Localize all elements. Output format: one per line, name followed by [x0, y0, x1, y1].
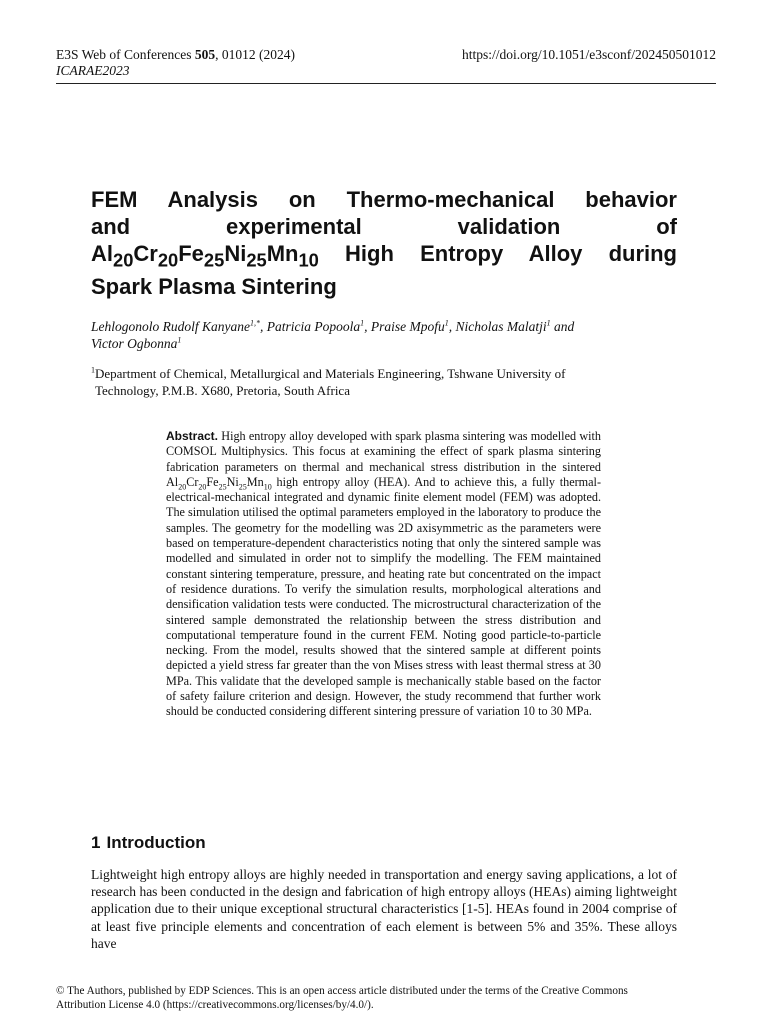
formula-subscript: 25: [218, 482, 227, 492]
author-name: Patricia Popoola: [266, 319, 361, 334]
author-name: Lehlogonolo Rudolf Kanyane: [91, 319, 250, 334]
formula-subscript: 20: [178, 482, 187, 492]
abstract-alloy-formula: [166, 474, 272, 492]
conference-name: ICARAE2023: [56, 63, 130, 78]
abstract-text-part-2: high entropy alloy (HEA). And to achieve this, a fully thermal-electrical-mechanical integrated and dynamic finite element model (FEM) was adopted. The simulation utilised the optimal parameters employed in the laboratory to produce the samples. The geometry for the modelling was 2D axisymmetric as the parameters were based on temperature-dependent characteristics noting that only the sintered sample was modelled and simulated in order not to simplify the modelling. The FEM maintained constant sintering temperature, pressure, and heating rate but concentrated on the impact of residence durations. To verify the simulation results, morphological alterations and densification validation tests were conducted. The microstructural characterization of the sintered sample demonstrated the relationship between the stress distribution and computational temperature found in the current FEM. Noting good particle-to-particle necking. From the model, results showed that the sintered sample at different points depicted a yield stress far greater than the von Mises stress with least thermal stress at 30 MPa. This validate that the developed sample is mechanically stable based on the factor of safety failure criterion and design. However, the study recommend that further work should be conducted considering different sintering pressure of variation 10 to 30 MPa.: [166, 474, 602, 719]
formula-subscript: 20: [198, 482, 207, 492]
author-name: Praise Mpofu: [370, 319, 445, 334]
affiliation: [91, 366, 671, 399]
formula-subscript: 20: [113, 249, 134, 271]
license-line-2: Attribution License 4.0 (https://creativecommons.org/licenses/by/4.0/).: [56, 998, 374, 1011]
abstract: [166, 429, 601, 720]
formula-element: Al: [91, 241, 113, 266]
abstract-text-part-1: High entropy alloy developed with spark plasma sintering was modelled with COMSOL Multiphysics. This focus at examining the effect of spark plasma sintering fabrication parameters on thermal and mechanical stress distribution in the sintered: [166, 429, 601, 474]
author-affil-marker: 1: [360, 318, 365, 328]
affiliation-marker: 1: [91, 365, 95, 375]
affiliation-line-1: Department of Chemical, Metallurgical and Materials Engineering, Tshwane University of: [95, 366, 566, 381]
formula-subscript: 25: [238, 482, 247, 492]
formula-element: Cr: [133, 241, 158, 266]
section-title: Introduction: [106, 833, 206, 852]
title-line-1: FEM Analysis on Thermo-mechanical behavior: [91, 187, 677, 212]
paper-title: [91, 186, 677, 300]
formula-element: Ni: [224, 241, 247, 266]
formula-subscript: 25: [203, 249, 225, 271]
license-line-1: © The Authors, published by EDP Sciences. This is an open access article distributed under the terms of the Creative Commons: [56, 985, 628, 997]
formula-subscript: 10: [263, 482, 272, 492]
title-line-2: and experimental validation of: [91, 214, 677, 239]
author-list: Lehlogonolo Rudolf Kanyane$^{1,*}$, Patricia Popoola$^1$, Praise Mpofu$^1$, Nicholas Malatji$^1$ and Victor Ogbonna$^1$: [91, 318, 575, 351]
title-line-4: Spark Plasma Sintering: [91, 274, 337, 300]
formula-element: Fe: [178, 241, 204, 266]
formula-element: Mn: [246, 474, 264, 489]
abstract-label: Abstract.: [166, 429, 219, 443]
formula-element: Al: [166, 474, 179, 489]
section-heading: [91, 832, 206, 854]
formula-subscript: 10: [298, 249, 319, 271]
affiliation-line-2: Technology, P.M.B. X680, Pretoria, South Africa: [95, 382, 350, 398]
body-paragraph: Lightweight high entropy alloys are highly needed in transportation and energy saving applications, a lot of research has been conducted in the design and fabrication of high entropy alloys (HEAs) aiming lightweight application due to their unique exceptional structural characteristics [1-5]. HEAs found in 2004 comprise of at least five principle elements and concentration of each element is between 5% and 35%. These alloys have: [91, 867, 677, 951]
formula-element: Cr: [186, 474, 199, 489]
doi-link[interactable]: https://doi.org/10.1051/e3sconf/202450501012: [462, 47, 716, 62]
formula-subscript: 25: [246, 249, 267, 271]
journal-citation: [56, 47, 295, 79]
author-affil-marker: 1: [444, 318, 449, 328]
author-affil-marker: 1: [177, 335, 182, 345]
title-line-3-rest: High Entropy Alloy during: [318, 241, 677, 266]
formula-subscript: 20: [157, 249, 179, 271]
author-affil-marker: 1,*: [250, 318, 260, 328]
article-number-year: , 01012 (2024): [215, 47, 296, 62]
section-number: 1: [91, 833, 101, 852]
formula-element: Ni: [226, 474, 239, 489]
author-conjunction: and: [554, 319, 575, 334]
title-line-3: [91, 240, 677, 273]
author-affil-marker: 1: [546, 318, 551, 328]
formula-element: Fe: [206, 474, 219, 489]
running-header: [56, 47, 716, 84]
author-name: Victor Ogbonna: [91, 336, 178, 351]
formula-element: Mn: [266, 241, 299, 266]
author-name: Nicholas Malatji: [455, 319, 547, 334]
license-footer: [56, 985, 716, 1012]
journal-volume: 505: [194, 47, 216, 62]
journal-name: E3S Web of Conferences: [56, 47, 192, 62]
alloy-formula: [91, 241, 319, 271]
